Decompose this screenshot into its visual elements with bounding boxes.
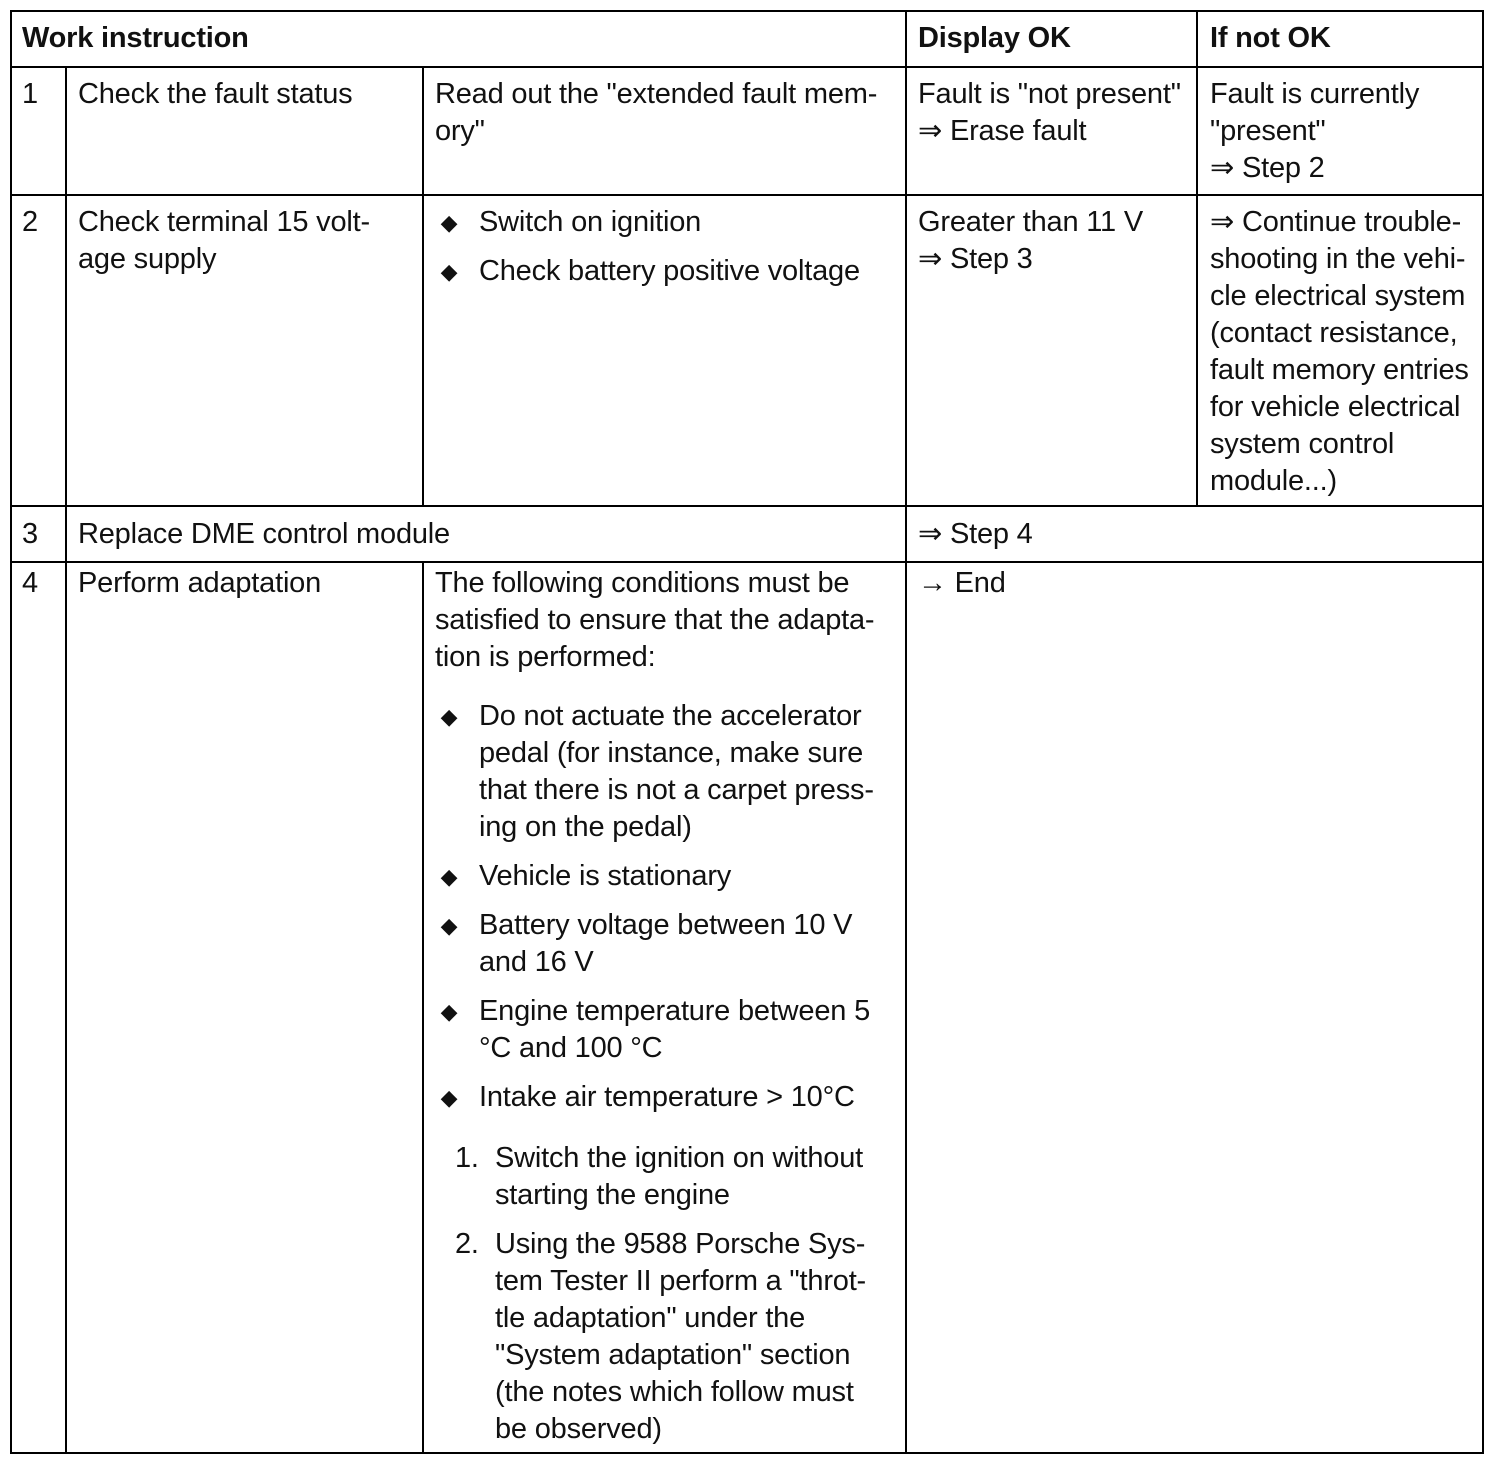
list-item <box>435 993 890 1067</box>
diamond-bullet-icon: ◆ <box>440 259 458 284</box>
display-ok-result <box>918 204 1190 278</box>
header-work-instruction: Work instruction <box>22 22 249 54</box>
display-ok-result: ⇒ Step 4 <box>918 518 1033 550</box>
list-item-text: Engine temperature between 5 °C and 100 °C <box>479 995 870 1064</box>
column-divider <box>905 10 907 1454</box>
list-item <box>435 907 890 981</box>
step-instruction <box>435 204 890 302</box>
step-index: 1. <box>455 1142 479 1174</box>
list-item <box>435 858 890 895</box>
header-display-ok: Display OK <box>918 22 1071 54</box>
column-divider <box>65 66 67 1454</box>
numbered-step-text: Using the 9588 Porsche Sys-tem Tester II perform a "throt-tle adaptation" under the "System adaptation" section (the notes which follow must be observed) <box>495 1228 867 1445</box>
step-index: 2. <box>455 1228 479 1260</box>
diamond-bullet-icon: ◆ <box>440 913 458 938</box>
display-ok-result: → End <box>918 567 1006 599</box>
step-title: Check the fault status <box>78 78 353 110</box>
row-divider <box>10 561 1484 563</box>
list-item-text: Intake air temperature > 10°C <box>479 1081 855 1113</box>
row-divider <box>10 66 1484 68</box>
column-divider <box>422 66 424 507</box>
numbered-step <box>435 1140 890 1214</box>
list-item <box>435 204 890 241</box>
step-instruction: Read out the "extended fault mem-ory" <box>435 78 878 147</box>
list-item <box>435 253 890 290</box>
diamond-bullet-icon: ◆ <box>440 1085 458 1110</box>
column-divider <box>1196 10 1198 507</box>
display-ok-result <box>918 76 1190 150</box>
list-item-text: Switch on ignition <box>479 206 702 238</box>
diamond-bullet-icon: ◆ <box>440 864 458 889</box>
list-item-text: Check battery positive voltage <box>479 255 860 287</box>
list-item-text: Do not actuate the accelerator pedal (for instance, make sure that there is not a carpet press-ing on the pedal) <box>479 700 874 843</box>
step-title: Perform adaptation <box>78 567 322 599</box>
display-ok-line: ⇒ Erase fault <box>918 115 1087 147</box>
diamond-bullet-icon: ◆ <box>440 210 458 235</box>
display-ok-line: Fault is "not present" <box>918 78 1181 110</box>
if-not-ok-line: "present" <box>1210 115 1326 147</box>
header-if-not-ok: If not OK <box>1210 22 1331 54</box>
list-item <box>435 1079 890 1116</box>
diamond-bullet-icon: ◆ <box>440 999 458 1024</box>
if-not-ok-line: ⇒ Step 2 <box>1210 152 1325 184</box>
column-divider <box>422 561 424 1454</box>
instruction-intro: The following conditions must be satisfied to ensure that the adapta-tion is performed: <box>435 567 875 673</box>
row-divider <box>10 505 1484 507</box>
step-number: 3 <box>22 518 38 550</box>
numbered-step-text: Switch the ignition on without starting the engine <box>495 1142 863 1211</box>
if-not-ok-result: ⇒ Continue trouble-shooting in the vehi-cle electrical system (contact resistance, fault memory entries for vehicle electrical system control module...) <box>1210 206 1469 497</box>
list-item-text: Vehicle is stationary <box>479 860 732 892</box>
step-instruction <box>435 565 890 1460</box>
step-number: 4 <box>22 567 38 599</box>
step-number: 2 <box>22 206 38 238</box>
if-not-ok-line: Fault is currently <box>1210 78 1420 110</box>
display-ok-line: Greater than 11 V <box>918 206 1143 238</box>
list-item-text: Battery voltage between 10 V and 16 V <box>479 909 853 978</box>
step-title: Replace DME control module <box>78 518 450 550</box>
step-number: 1 <box>22 78 38 110</box>
display-ok-line: ⇒ Step 3 <box>918 243 1033 275</box>
if-not-ok-result <box>1210 76 1475 187</box>
list-item <box>435 698 890 846</box>
row-divider <box>10 194 1484 196</box>
numbered-step <box>435 1226 890 1448</box>
diamond-bullet-icon: ◆ <box>440 704 458 729</box>
step-title: Check terminal 15 volt-age supply <box>78 206 370 275</box>
